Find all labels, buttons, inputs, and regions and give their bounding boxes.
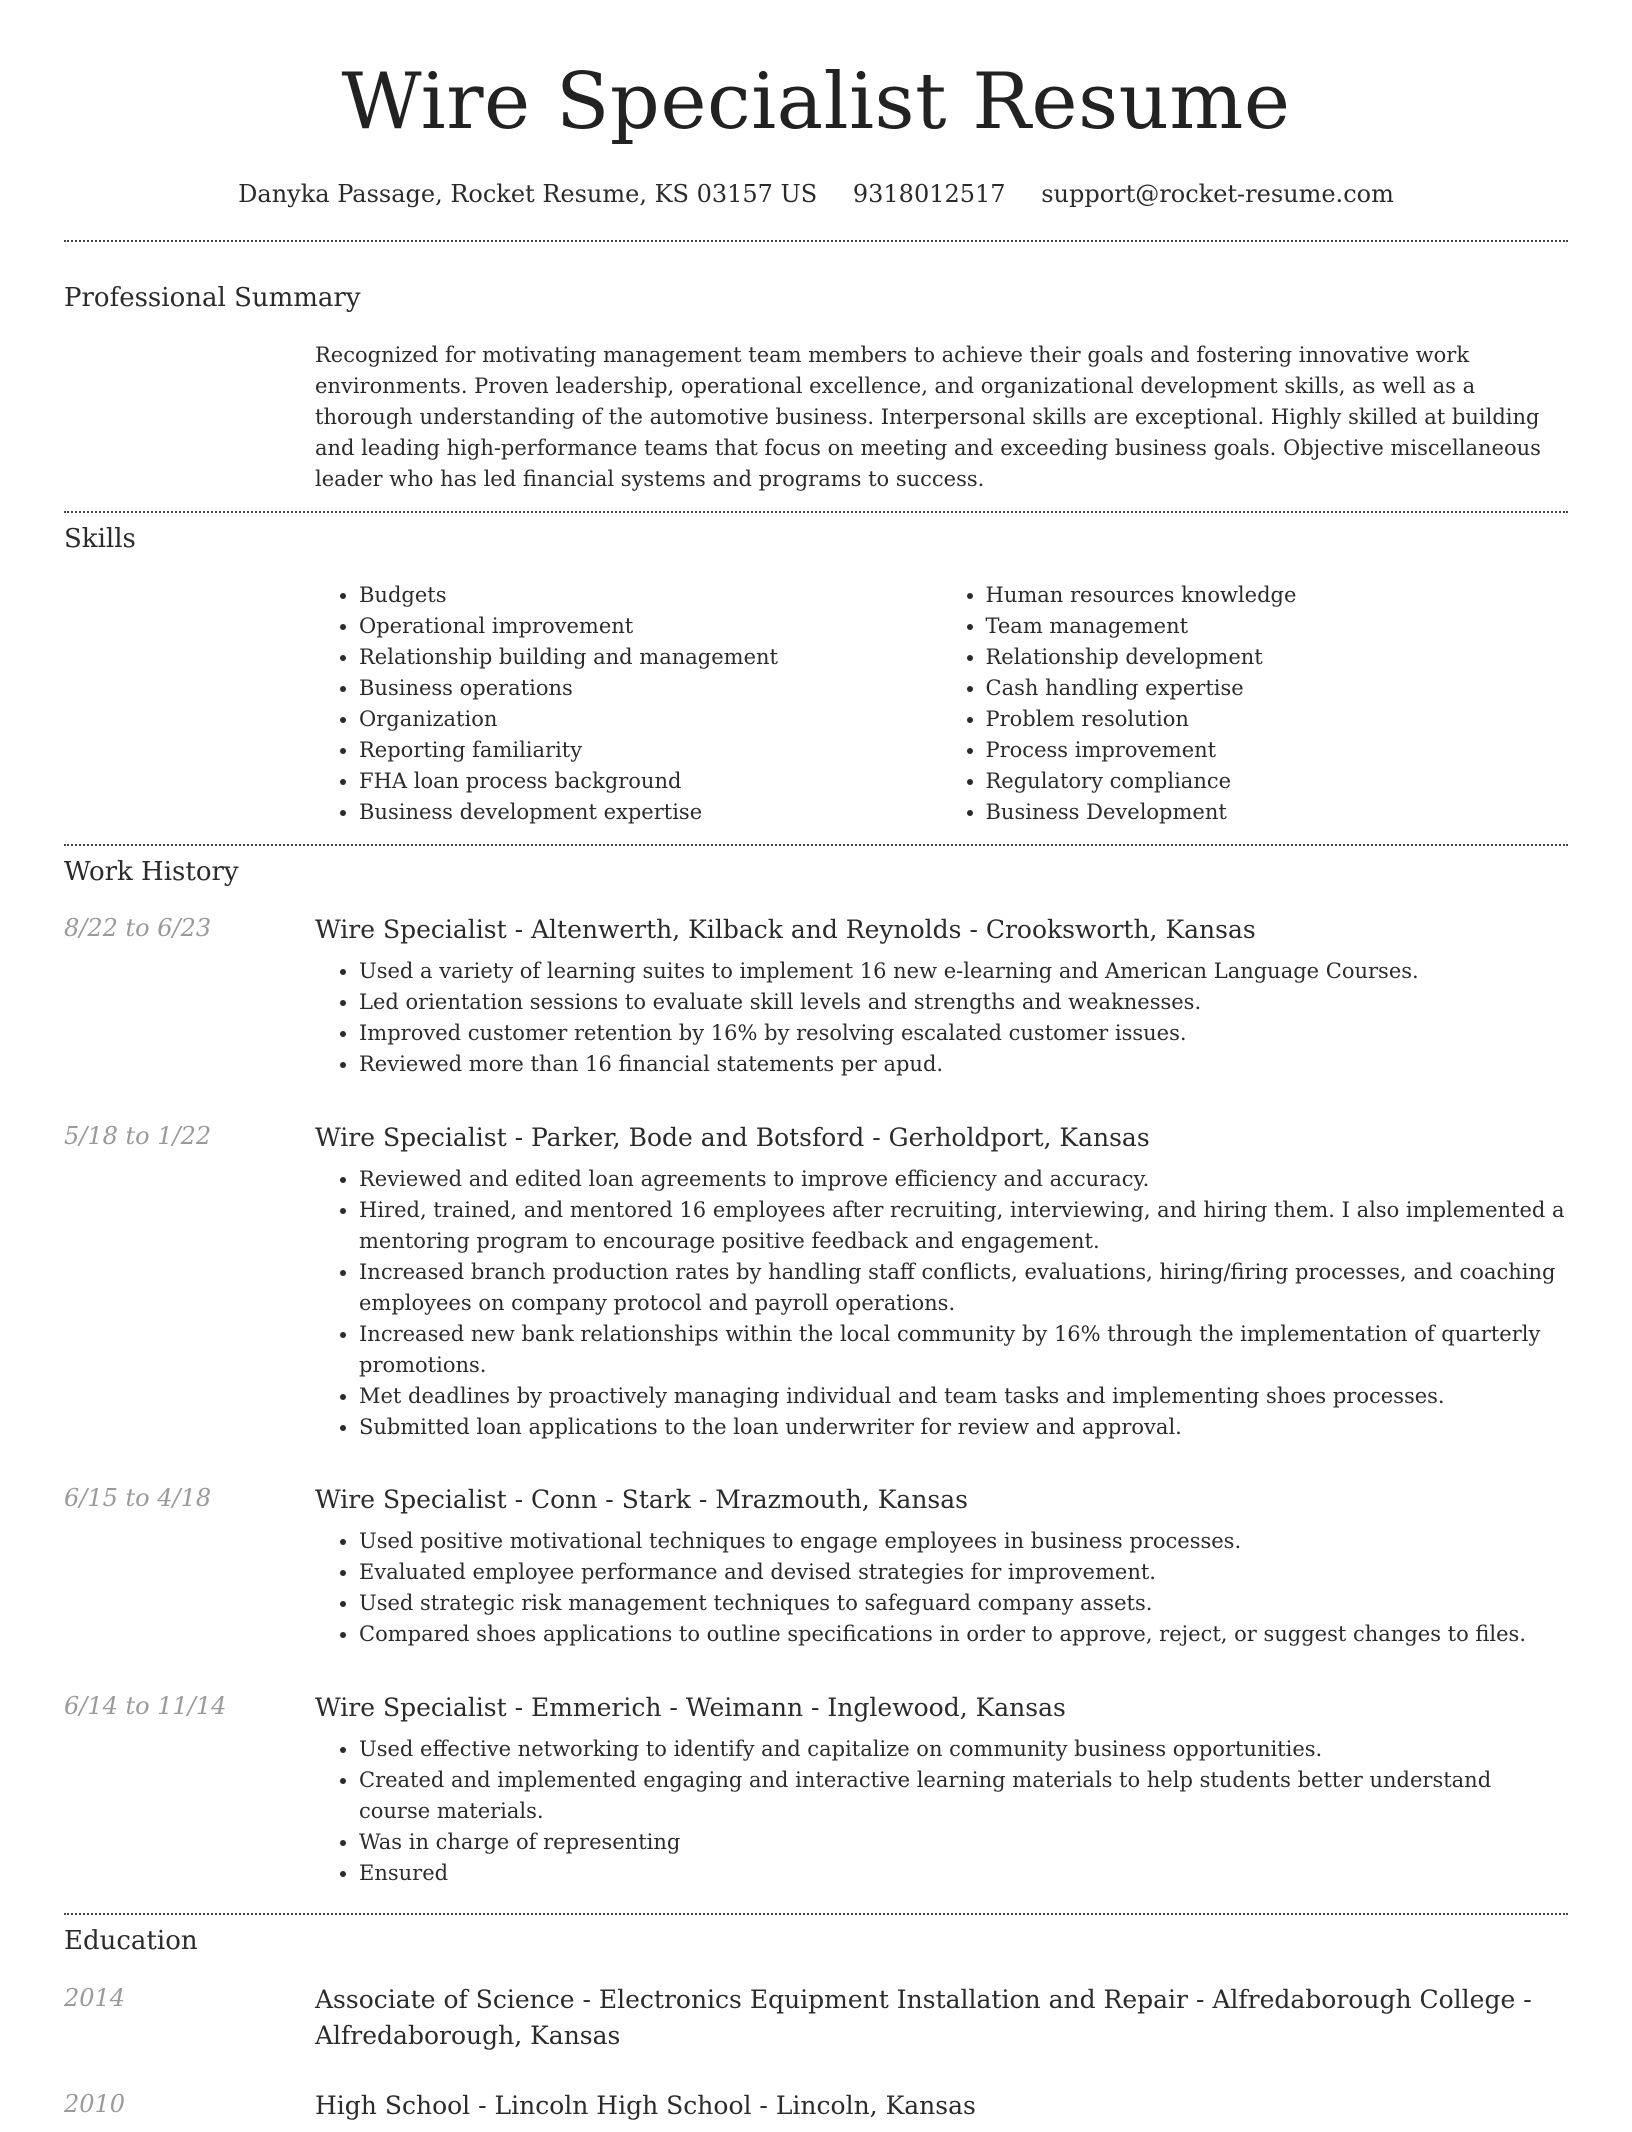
contact-address: Danyka Passage, Rocket Resume, KS 03157 US bbox=[238, 180, 818, 208]
job-entry bbox=[315, 912, 1568, 1080]
job-bullet: • Used positive motivational techniques to engage employees in business processes. bbox=[359, 1526, 1568, 1557]
skill-item: • Operational improvement bbox=[359, 611, 942, 642]
skill-item: • Human resources knowledge bbox=[986, 580, 1569, 611]
skill-item: • Relationship building and management bbox=[359, 642, 942, 673]
section-heading-education: Education bbox=[64, 1926, 198, 1956]
skill-item: • Budgets bbox=[359, 580, 942, 611]
contact-email: support@rocket-resume.com bbox=[1041, 180, 1394, 208]
job-entry bbox=[315, 1120, 1568, 1443]
job-dates: 8/22 to 6/23 bbox=[64, 914, 212, 942]
skill-item: • Regulatory compliance bbox=[986, 766, 1569, 797]
job-entry bbox=[315, 1482, 1568, 1650]
skill-item: • Problem resolution bbox=[986, 704, 1569, 735]
skill-item: • Relationship development bbox=[986, 642, 1569, 673]
summary-text: Recognized for motivating management team members to achieve their goals and fostering innovative work environments. Proven leadership, operational excellence, and organizational development skills, as well as a thorough understanding of the automotive business. Interpersonal skills are exceptional. Highly skilled at building and leading high-performance teams that focus on meeting and exceeding business goals. Objective miscellaneous leader who has led financial systems and programs to success. bbox=[315, 343, 1541, 491]
education-entry bbox=[315, 2088, 1568, 2132]
job-bullet: • Led orientation sessions to evaluate skill levels and strengths and weaknesses. bbox=[359, 987, 1568, 1018]
job-bullet: • Used strategic risk management techniques to safeguard company assets. bbox=[359, 1588, 1568, 1619]
job-bullet: • Used a variety of learning suites to implement 16 new e-learning and American Language Courses. bbox=[359, 956, 1568, 987]
skill-item: • Cash handling expertise bbox=[986, 673, 1569, 704]
skill-item: • Team management bbox=[986, 611, 1569, 642]
skill-item: • FHA loan process background bbox=[359, 766, 942, 797]
skill-item: • Business development expertise bbox=[359, 797, 942, 828]
job-bullet: • Met deadlines by proactively managing individual and team tasks and implementing shoes processes. bbox=[359, 1381, 1568, 1412]
job-dates: 5/18 to 1/22 bbox=[64, 1122, 212, 1150]
divider bbox=[64, 844, 1568, 846]
divider bbox=[64, 240, 1568, 242]
skill-item: • Process improvement bbox=[986, 735, 1569, 766]
job-title: Wire Specialist - Emmerich - Weimann - Inglewood, Kansas bbox=[315, 1693, 1066, 1722]
job-dates: 6/14 to 11/14 bbox=[64, 1692, 227, 1720]
job-bullet: • Evaluated employee performance and devised strategies for improvement. bbox=[359, 1557, 1568, 1588]
job-bullet: • Increased new bank relationships within the local community by 16% through the implementation of quarterly promotions. bbox=[359, 1319, 1568, 1381]
job-dates: 6/15 to 4/18 bbox=[64, 1484, 212, 1512]
job-bullet: • Reviewed more than 16 financial statements per apud. bbox=[359, 1049, 1568, 1080]
education-entry bbox=[315, 1982, 1568, 2062]
skills-list-right bbox=[942, 580, 1569, 828]
education-year: 2014 bbox=[64, 1984, 126, 2012]
job-bullet: • Submitted loan applications to the loan underwriter for review and approval. bbox=[359, 1412, 1568, 1443]
job-entry bbox=[315, 1690, 1568, 1889]
job-bullets bbox=[315, 1526, 1568, 1650]
skills-block bbox=[315, 580, 1568, 828]
resume-title: Wire Specialist Resume bbox=[341, 57, 1291, 147]
job-bullet: • Created and implemented engaging and interactive learning materials to help students better understand course materials. bbox=[359, 1765, 1568, 1827]
job-bullet: • Reviewed and edited loan agreements to improve efficiency and accuracy. bbox=[359, 1164, 1568, 1195]
job-bullet: • Hired, trained, and mentored 16 employees after recruiting, interviewing, and hiring them. I also implemented a mentoring program to encourage positive feedback and engagement. bbox=[359, 1195, 1568, 1257]
skill-item: • Organization bbox=[359, 704, 942, 735]
summary-block bbox=[315, 340, 1568, 495]
job-bullet: • Ensured bbox=[359, 1858, 1568, 1889]
education-year: 2010 bbox=[64, 2090, 126, 2118]
job-bullets bbox=[315, 1734, 1568, 1889]
contact-line bbox=[0, 180, 1632, 208]
job-bullet: • Compared shoes applications to outline specifications in order to approve, reject, or suggest changes to files. bbox=[359, 1619, 1568, 1650]
contact-phone: 9318012517 bbox=[852, 180, 1006, 208]
job-title: Wire Specialist - Conn - Stark - Mrazmouth, Kansas bbox=[315, 1485, 968, 1514]
divider bbox=[64, 511, 1568, 513]
job-title: Wire Specialist - Altenwerth, Kilback and Reynolds - Crooksworth, Kansas bbox=[315, 915, 1256, 944]
skill-item: • Reporting familiarity bbox=[359, 735, 942, 766]
job-bullet: • Increased branch production rates by handling staff conflicts, evaluations, hiring/firing processes, and coaching employees on company protocol and payroll operations. bbox=[359, 1257, 1568, 1319]
skill-item: • Business Development bbox=[986, 797, 1569, 828]
education-title: Associate of Science - Electronics Equipment Installation and Repair - Alfredaborough College - Alfredaborough, Kansas bbox=[315, 1985, 1532, 2050]
section-heading-work: Work History bbox=[64, 857, 239, 887]
job-bullets bbox=[315, 1164, 1568, 1443]
job-bullet: • Used effective networking to identify and capitalize on community business opportunities. bbox=[359, 1734, 1568, 1765]
job-title: Wire Specialist - Parker, Bode and Botsford - Gerholdport, Kansas bbox=[315, 1123, 1150, 1152]
skill-item: • Business operations bbox=[359, 673, 942, 704]
job-bullet: • Improved customer retention by 16% by resolving escalated customer issues. bbox=[359, 1018, 1568, 1049]
section-heading-summary: Professional Summary bbox=[64, 283, 361, 313]
skills-list-left bbox=[315, 580, 942, 828]
education-title: High School - Lincoln High School - Lincoln, Kansas bbox=[315, 2091, 976, 2120]
job-bullets bbox=[315, 956, 1568, 1080]
job-bullet: • Was in charge of representing bbox=[359, 1827, 1568, 1858]
section-heading-skills: Skills bbox=[64, 524, 136, 554]
divider bbox=[64, 1913, 1568, 1915]
